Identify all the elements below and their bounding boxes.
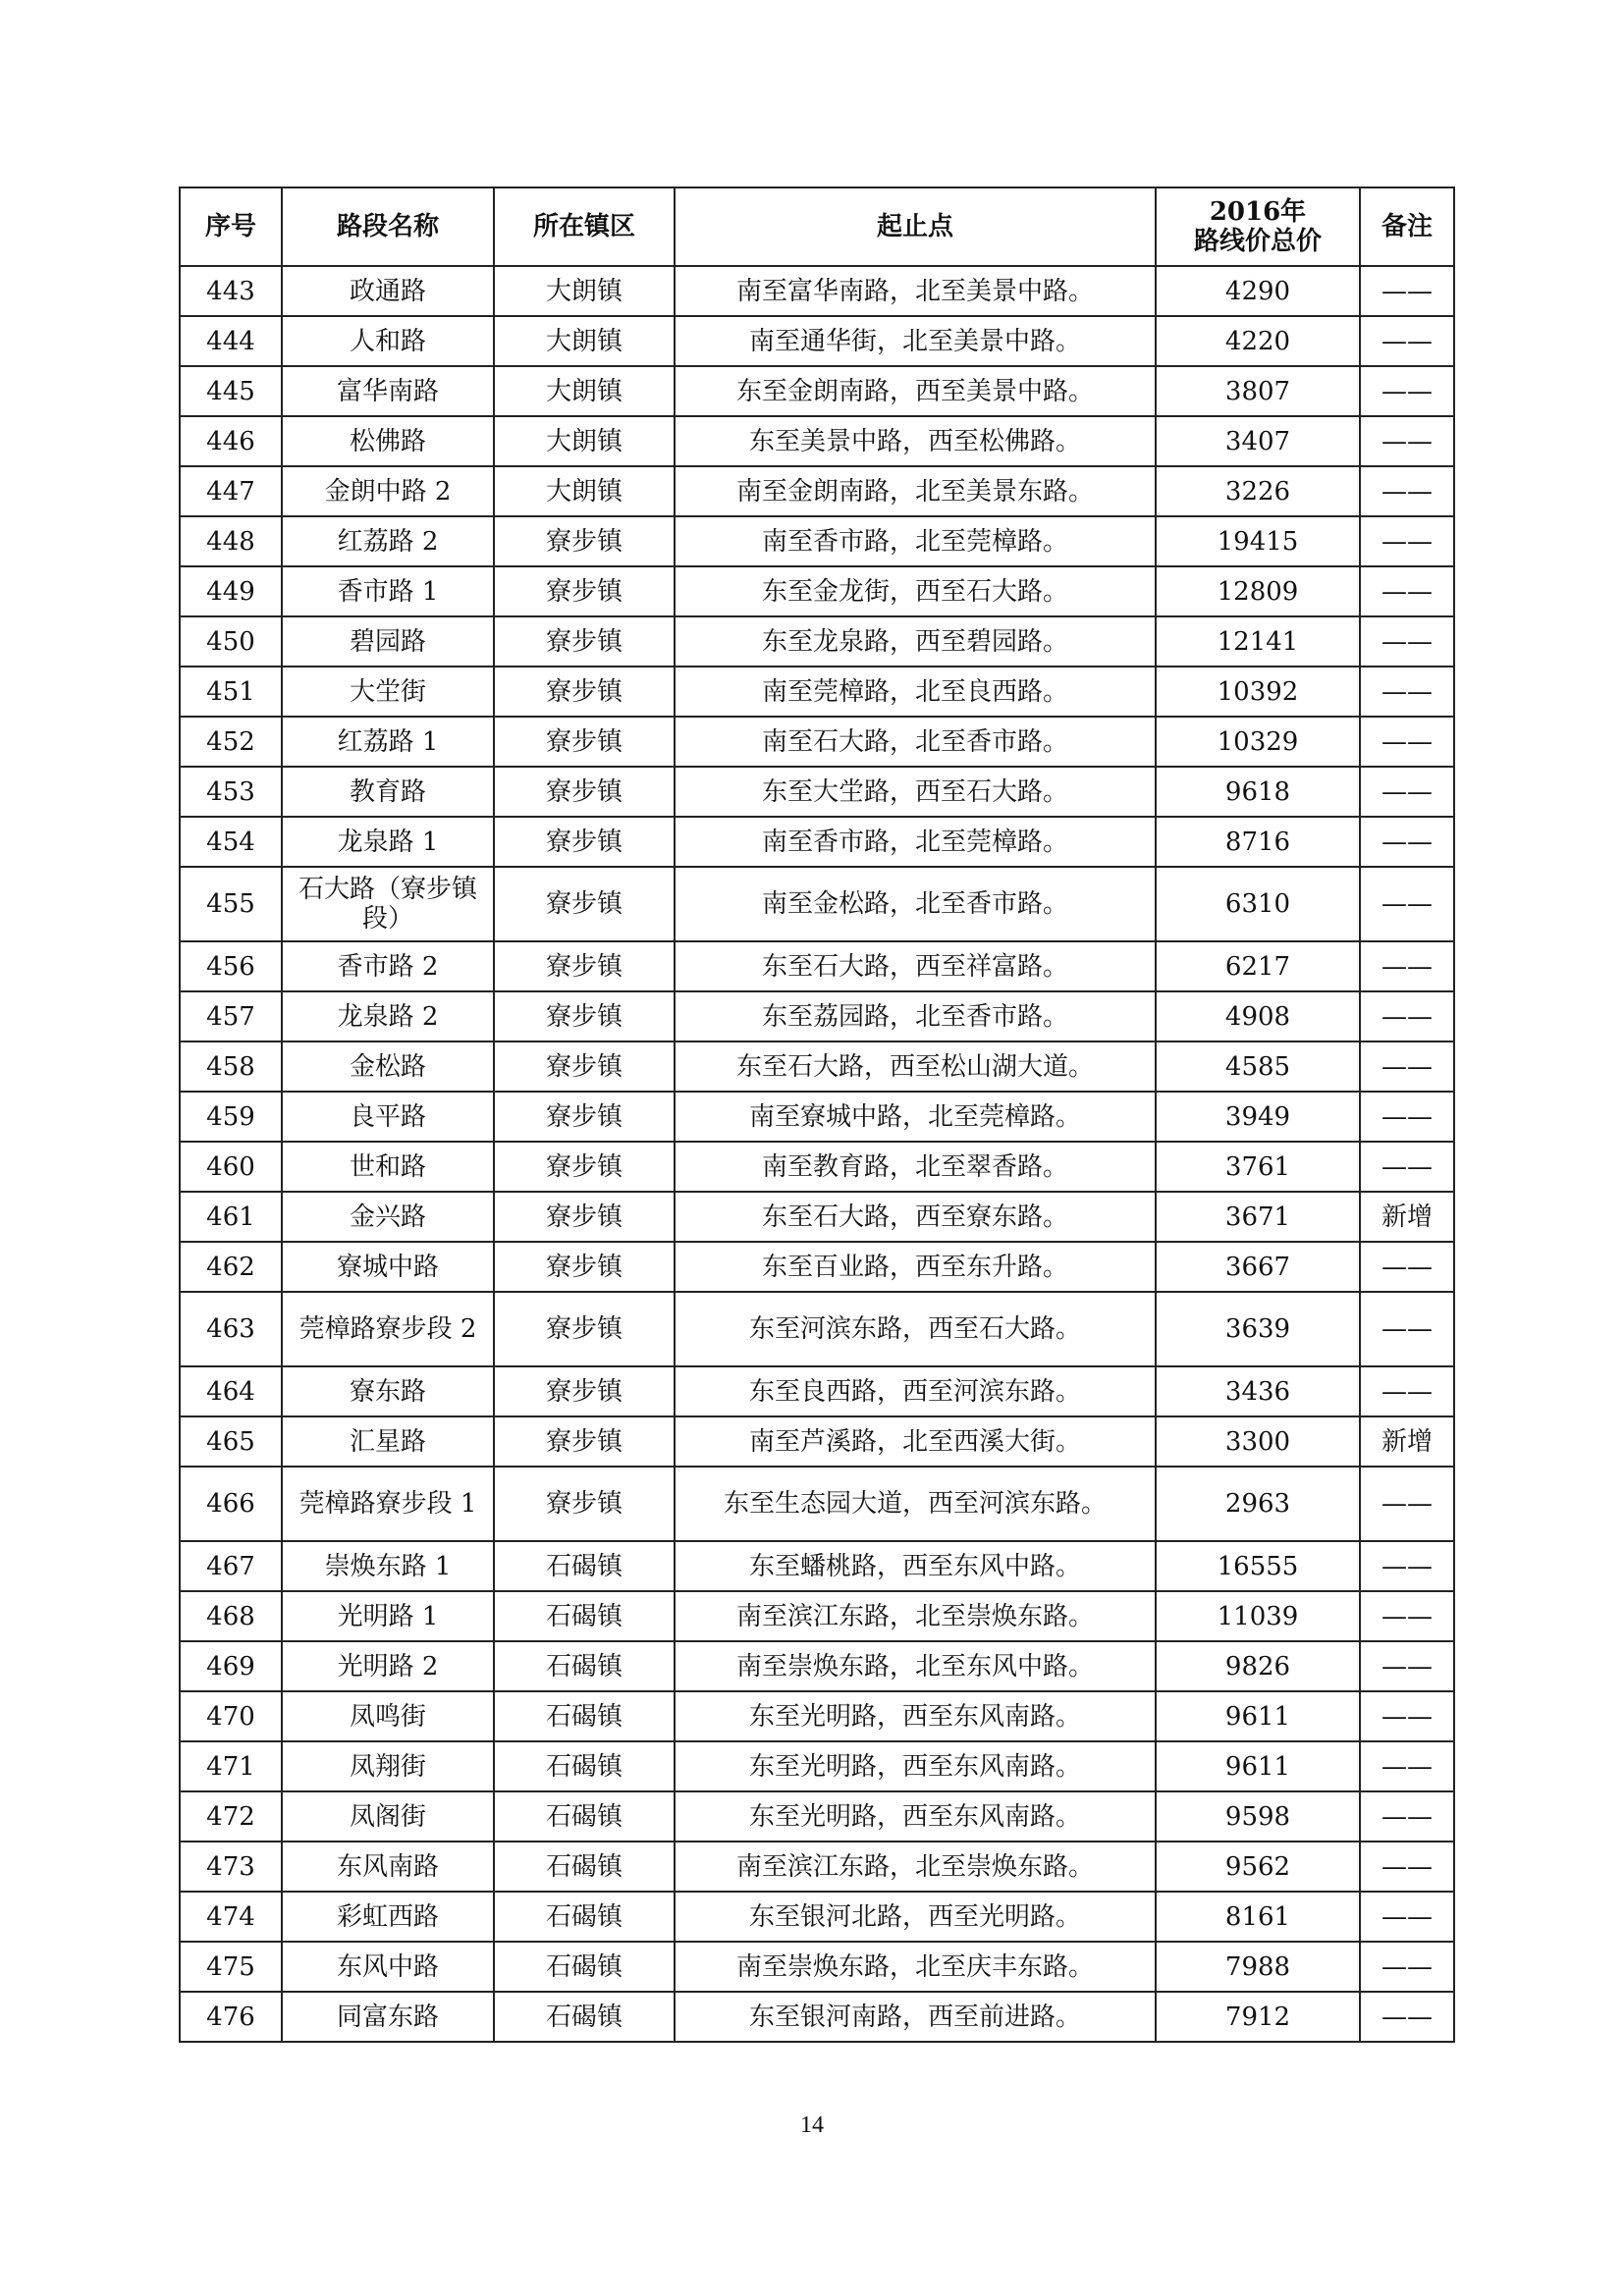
table-row [180, 1192, 1454, 1242]
cell-range: 东至良西路，西至河滨东路。 [675, 1366, 1156, 1416]
cell-road-name: 红荔路 2 [282, 516, 494, 566]
cell-road-name: 凤翔街 [282, 1741, 494, 1791]
cell-price: 3807 [1156, 366, 1360, 416]
cell-no: 462 [180, 1242, 282, 1292]
cell-no: 473 [180, 1842, 282, 1892]
cell-range: 东至石大路，西至祥富路。 [675, 941, 1156, 991]
cell-note: —— [1360, 667, 1454, 717]
cell-no: 454 [180, 817, 282, 867]
cell-no: 472 [180, 1791, 282, 1842]
table-row [180, 1591, 1454, 1641]
table-row [180, 667, 1454, 717]
cell-road-name: 光明路 2 [282, 1641, 494, 1691]
cell-price: 3761 [1156, 1142, 1360, 1192]
cell-price: 9611 [1156, 1691, 1360, 1741]
cell-range: 南至金松路，北至香市路。 [675, 867, 1156, 941]
cell-town: 大朗镇 [494, 266, 675, 316]
cell-range: 东至生态园大道，西至河滨东路。 [675, 1467, 1156, 1541]
cell-road-name: 寮东路 [282, 1366, 494, 1416]
cell-note: 新增 [1360, 1192, 1454, 1242]
cell-road-name: 凤鸣街 [282, 1691, 494, 1741]
cell-town: 寮步镇 [494, 1142, 675, 1192]
cell-road-name: 东风中路 [282, 1942, 494, 1992]
cell-town: 石碣镇 [494, 1942, 675, 1992]
cell-town: 石碣镇 [494, 1541, 675, 1591]
cell-price: 10329 [1156, 717, 1360, 767]
cell-town: 寮步镇 [494, 516, 675, 566]
cell-no: 444 [180, 316, 282, 366]
cell-no: 455 [180, 867, 282, 941]
cell-range: 南至通华街，北至美景中路。 [675, 316, 1156, 366]
cell-note: —— [1360, 366, 1454, 416]
cell-town: 寮步镇 [494, 1041, 675, 1092]
cell-range: 东至蟠桃路，西至东风中路。 [675, 1541, 1156, 1591]
table-row [180, 1842, 1454, 1892]
cell-road-name: 光明路 1 [282, 1591, 494, 1641]
cell-note: —— [1360, 941, 1454, 991]
cell-road-name: 龙泉路 2 [282, 991, 494, 1041]
cell-road-name: 金松路 [282, 1041, 494, 1092]
cell-road-name: 同富东路 [282, 1992, 494, 2042]
cell-road-name: 石大路（寮步镇段） [282, 867, 494, 941]
table-row [180, 1467, 1454, 1541]
cell-no: 457 [180, 991, 282, 1041]
cell-price: 2963 [1156, 1467, 1360, 1541]
cell-no: 464 [180, 1366, 282, 1416]
table-row [180, 817, 1454, 867]
cell-range: 南至富华南路，北至美景中路。 [675, 266, 1156, 316]
table-row [180, 516, 1454, 566]
cell-no: 448 [180, 516, 282, 566]
cell-price: 11039 [1156, 1591, 1360, 1641]
cell-town: 石碣镇 [494, 1691, 675, 1741]
cell-road-name: 寮城中路 [282, 1242, 494, 1292]
cell-town: 石碣镇 [494, 1641, 675, 1691]
cell-road-name: 红荔路 1 [282, 717, 494, 767]
table-row [180, 316, 1454, 366]
header-range: 起止点 [675, 187, 1156, 266]
cell-town: 寮步镇 [494, 717, 675, 767]
cell-note: —— [1360, 1142, 1454, 1192]
cell-note: —— [1360, 767, 1454, 817]
cell-no: 458 [180, 1041, 282, 1092]
cell-no: 467 [180, 1541, 282, 1591]
cell-road-name: 良平路 [282, 1092, 494, 1142]
cell-road-name: 碧园路 [282, 616, 494, 667]
cell-no: 445 [180, 366, 282, 416]
cell-range: 南至香市路，北至莞樟路。 [675, 817, 1156, 867]
cell-note: —— [1360, 266, 1454, 316]
cell-note: —— [1360, 1992, 1454, 2042]
cell-road-name: 教育路 [282, 767, 494, 817]
cell-price: 16555 [1156, 1541, 1360, 1591]
cell-range: 东至石大路，西至寮东路。 [675, 1192, 1156, 1242]
cell-note: —— [1360, 1892, 1454, 1942]
cell-town: 大朗镇 [494, 416, 675, 466]
cell-no: 469 [180, 1641, 282, 1691]
cell-town: 石碣镇 [494, 1992, 675, 2042]
cell-no: 468 [180, 1591, 282, 1641]
cell-road-name: 金朗中路 2 [282, 466, 494, 516]
cell-note: —— [1360, 1041, 1454, 1092]
cell-price: 7912 [1156, 1992, 1360, 2042]
page-number: 14 [800, 2112, 824, 2138]
cell-no: 453 [180, 767, 282, 817]
cell-range: 东至河滨东路，西至石大路。 [675, 1292, 1156, 1366]
cell-range: 东至光明路，西至东风南路。 [675, 1691, 1156, 1741]
cell-no: 463 [180, 1292, 282, 1366]
cell-price: 8716 [1156, 817, 1360, 867]
table-row [180, 466, 1454, 516]
cell-range: 东至百业路，西至东升路。 [675, 1242, 1156, 1292]
cell-note: —— [1360, 466, 1454, 516]
table-row [180, 1892, 1454, 1942]
cell-range: 南至香市路，北至莞樟路。 [675, 516, 1156, 566]
cell-range: 南至滨江东路，北至崇焕东路。 [675, 1591, 1156, 1641]
cell-note: —— [1360, 516, 1454, 566]
cell-road-name: 莞樟路寮步段 1 [282, 1467, 494, 1541]
cell-road-name: 龙泉路 1 [282, 817, 494, 867]
cell-town: 寮步镇 [494, 616, 675, 667]
cell-no: 447 [180, 466, 282, 516]
cell-price: 3226 [1156, 466, 1360, 516]
cell-price: 4585 [1156, 1041, 1360, 1092]
cell-no: 452 [180, 717, 282, 767]
cell-no: 451 [180, 667, 282, 717]
cell-price: 3639 [1156, 1292, 1360, 1366]
cell-town: 石碣镇 [494, 1591, 675, 1641]
cell-price: 19415 [1156, 516, 1360, 566]
cell-price: 3949 [1156, 1092, 1360, 1142]
table-row [180, 266, 1454, 316]
cell-town: 寮步镇 [494, 566, 675, 616]
cell-price: 9598 [1156, 1791, 1360, 1842]
land-price-table [179, 187, 1455, 2043]
table-row [180, 1541, 1454, 1591]
cell-town: 寮步镇 [494, 991, 675, 1041]
cell-note: —— [1360, 991, 1454, 1041]
cell-range: 南至金朗南路，北至美景东路。 [675, 466, 1156, 516]
table-row [180, 1242, 1454, 1292]
cell-town: 寮步镇 [494, 1416, 675, 1467]
header-town: 所在镇区 [494, 187, 675, 266]
cell-note: —— [1360, 1541, 1454, 1591]
cell-note: —— [1360, 1292, 1454, 1366]
cell-range: 南至芦溪路，北至西溪大街。 [675, 1416, 1156, 1467]
cell-price: 4290 [1156, 266, 1360, 316]
cell-road-name: 世和路 [282, 1142, 494, 1192]
cell-note: 新增 [1360, 1416, 1454, 1467]
table-row [180, 366, 1454, 416]
cell-road-name: 香市路 2 [282, 941, 494, 991]
cell-range: 东至金龙街，西至石大路。 [675, 566, 1156, 616]
cell-no: 461 [180, 1192, 282, 1242]
table-row [180, 941, 1454, 991]
cell-note: —— [1360, 1366, 1454, 1416]
cell-range: 东至光明路，西至东风南路。 [675, 1791, 1156, 1842]
cell-range: 东至美景中路，西至松佛路。 [675, 416, 1156, 466]
cell-range: 南至崇焕东路，北至庆丰东路。 [675, 1942, 1156, 1992]
cell-range: 东至金朗南路，西至美景中路。 [675, 366, 1156, 416]
cell-road-name: 崇焕东路 1 [282, 1541, 494, 1591]
cell-road-name: 东风南路 [282, 1842, 494, 1892]
cell-price: 8161 [1156, 1892, 1360, 1942]
cell-note: —— [1360, 1242, 1454, 1292]
table-row [180, 1416, 1454, 1467]
cell-town: 大朗镇 [494, 466, 675, 516]
cell-town: 石碣镇 [494, 1791, 675, 1842]
table-row [180, 1041, 1454, 1092]
cell-price: 9826 [1156, 1641, 1360, 1691]
cell-no: 476 [180, 1992, 282, 2042]
cell-note: —— [1360, 1092, 1454, 1142]
cell-range: 南至教育路，北至翠香路。 [675, 1142, 1156, 1192]
cell-price: 10392 [1156, 667, 1360, 717]
header-price-year: 2016年 [1209, 197, 1307, 227]
cell-no: 450 [180, 616, 282, 667]
cell-price: 9562 [1156, 1842, 1360, 1892]
cell-range: 南至寮城中路，北至莞樟路。 [675, 1092, 1156, 1142]
cell-no: 471 [180, 1741, 282, 1791]
table-row [180, 1142, 1454, 1192]
cell-price: 3671 [1156, 1192, 1360, 1242]
header-no: 序号 [180, 187, 282, 266]
cell-price: 6310 [1156, 867, 1360, 941]
table-row [180, 1092, 1454, 1142]
table-row [180, 767, 1454, 817]
cell-no: 470 [180, 1691, 282, 1741]
cell-town: 寮步镇 [494, 867, 675, 941]
table-row [180, 991, 1454, 1041]
cell-price: 6217 [1156, 941, 1360, 991]
cell-note: —— [1360, 867, 1454, 941]
cell-price: 9618 [1156, 767, 1360, 817]
cell-price: 9611 [1156, 1741, 1360, 1791]
cell-no: 474 [180, 1892, 282, 1942]
cell-note: —— [1360, 1467, 1454, 1541]
cell-price: 3436 [1156, 1366, 1360, 1416]
cell-note: —— [1360, 316, 1454, 366]
cell-road-name: 汇星路 [282, 1416, 494, 1467]
cell-road-name: 凤阁街 [282, 1791, 494, 1842]
table-row [180, 566, 1454, 616]
cell-town: 大朗镇 [494, 366, 675, 416]
table-row [180, 1691, 1454, 1741]
cell-range: 南至莞樟路，北至良西路。 [675, 667, 1156, 717]
cell-note: —— [1360, 817, 1454, 867]
cell-price: 4220 [1156, 316, 1360, 366]
cell-no: 466 [180, 1467, 282, 1541]
cell-town: 寮步镇 [494, 767, 675, 817]
cell-town: 石碣镇 [494, 1892, 675, 1942]
cell-note: —— [1360, 416, 1454, 466]
cell-town: 寮步镇 [494, 1292, 675, 1366]
cell-road-name: 人和路 [282, 316, 494, 366]
cell-no: 459 [180, 1092, 282, 1142]
header-price [1156, 187, 1360, 266]
cell-town: 寮步镇 [494, 1092, 675, 1142]
cell-price: 3300 [1156, 1416, 1360, 1467]
cell-note: —— [1360, 1842, 1454, 1892]
cell-note: —— [1360, 1591, 1454, 1641]
cell-no: 449 [180, 566, 282, 616]
cell-range: 东至银河南路，西至前进路。 [675, 1992, 1156, 2042]
table-row [180, 1942, 1454, 1992]
cell-range: 东至石大路，西至松山湖大道。 [675, 1041, 1156, 1092]
table-row [180, 867, 1454, 941]
cell-price: 4908 [1156, 991, 1360, 1041]
table-header-row [180, 187, 1454, 266]
cell-road-name: 大坣街 [282, 667, 494, 717]
header-note: 备注 [1360, 187, 1454, 266]
cell-note: —— [1360, 566, 1454, 616]
table-row [180, 416, 1454, 466]
cell-town: 寮步镇 [494, 1366, 675, 1416]
table-row [180, 1366, 1454, 1416]
table-row [180, 1292, 1454, 1366]
cell-no: 475 [180, 1942, 282, 1992]
cell-town: 寮步镇 [494, 667, 675, 717]
table-row [180, 1641, 1454, 1691]
cell-road-name: 富华南路 [282, 366, 494, 416]
cell-price: 3667 [1156, 1242, 1360, 1292]
cell-road-name: 金兴路 [282, 1192, 494, 1242]
table-row [180, 717, 1454, 767]
cell-town: 寮步镇 [494, 1242, 675, 1292]
cell-road-name: 莞樟路寮步段 2 [282, 1292, 494, 1366]
header-price-label: 路线价总价 [1193, 227, 1322, 256]
cell-town: 寮步镇 [494, 941, 675, 991]
cell-range: 东至银河北路，西至光明路。 [675, 1892, 1156, 1942]
cell-range: 南至滨江东路，北至崇焕东路。 [675, 1842, 1156, 1892]
cell-price: 3407 [1156, 416, 1360, 466]
table-row [180, 1741, 1454, 1791]
cell-town: 石碣镇 [494, 1842, 675, 1892]
table-body [180, 266, 1454, 2042]
cell-price: 7988 [1156, 1942, 1360, 1992]
cell-note: —— [1360, 717, 1454, 767]
cell-price: 12141 [1156, 616, 1360, 667]
cell-no: 460 [180, 1142, 282, 1192]
cell-road-name: 香市路 1 [282, 566, 494, 616]
cell-range: 南至石大路，北至香市路。 [675, 717, 1156, 767]
cell-road-name: 松佛路 [282, 416, 494, 466]
header-road-name: 路段名称 [282, 187, 494, 266]
cell-town: 石碣镇 [494, 1741, 675, 1791]
cell-town: 寮步镇 [494, 817, 675, 867]
table-row [180, 1791, 1454, 1842]
cell-road-name: 政通路 [282, 266, 494, 316]
cell-price: 12809 [1156, 566, 1360, 616]
cell-no: 456 [180, 941, 282, 991]
cell-road-name: 彩虹西路 [282, 1892, 494, 1942]
cell-note: —— [1360, 1641, 1454, 1691]
cell-note: —— [1360, 616, 1454, 667]
cell-town: 寮步镇 [494, 1192, 675, 1242]
cell-no: 446 [180, 416, 282, 466]
table-row [180, 616, 1454, 667]
cell-no: 465 [180, 1416, 282, 1467]
cell-range: 东至大坣路，西至石大路。 [675, 767, 1156, 817]
cell-note: —— [1360, 1791, 1454, 1842]
cell-range: 东至荔园路，北至香市路。 [675, 991, 1156, 1041]
cell-range: 南至崇焕东路，北至东风中路。 [675, 1641, 1156, 1691]
cell-town: 寮步镇 [494, 1467, 675, 1541]
cell-note: —— [1360, 1942, 1454, 1992]
cell-range: 东至光明路，西至东风南路。 [675, 1741, 1156, 1791]
cell-note: —— [1360, 1691, 1454, 1741]
cell-town: 大朗镇 [494, 316, 675, 366]
cell-note: —— [1360, 1741, 1454, 1791]
cell-range: 东至龙泉路，西至碧园路。 [675, 616, 1156, 667]
cell-no: 443 [180, 266, 282, 316]
table-row [180, 1992, 1454, 2042]
